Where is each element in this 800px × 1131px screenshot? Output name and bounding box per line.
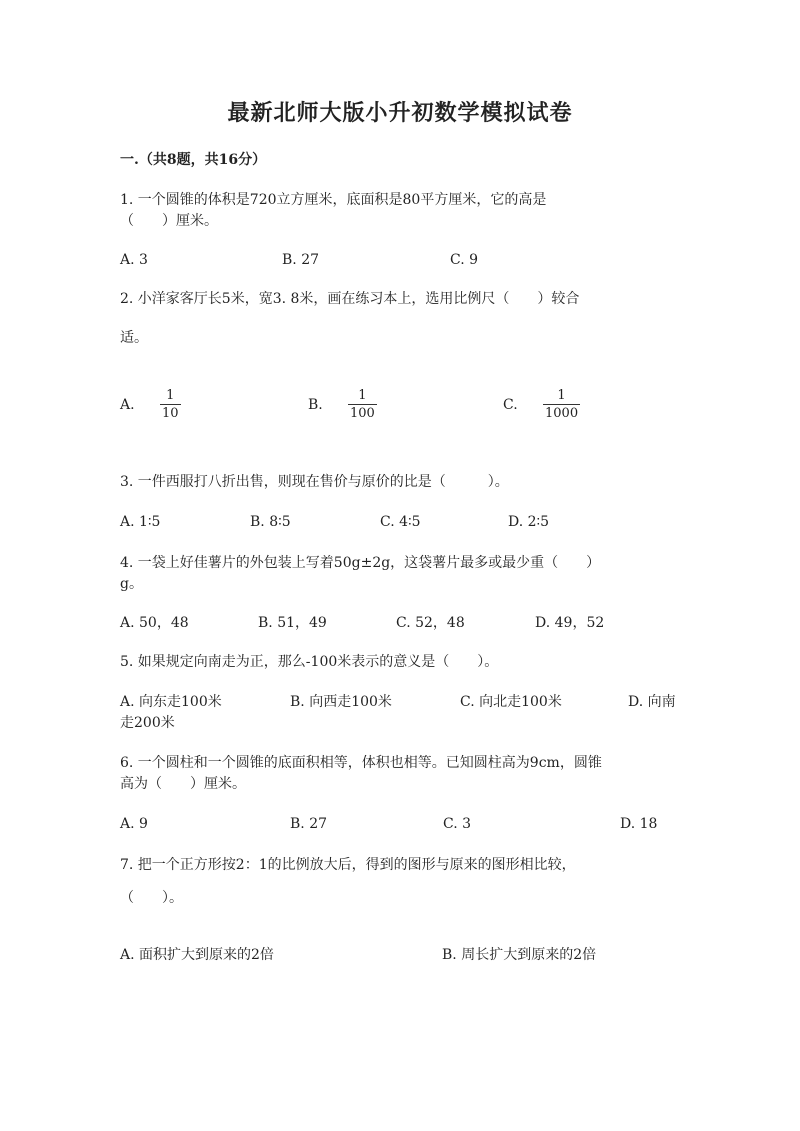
option-c: C. 52，48	[396, 615, 465, 631]
question-text: 5. 如果规定向南走为正，那么-100米表示的意义是（ ）。	[120, 654, 499, 670]
option-a: A. 50，48	[120, 615, 189, 631]
fraction-denominator: 1000	[545, 406, 579, 421]
option-c: C. 4∶5	[380, 514, 421, 530]
question-text: （ ）。	[120, 890, 183, 906]
option-b: B. 27	[282, 252, 320, 268]
option-b: B. 向西走100米	[290, 694, 392, 710]
question-text: 高为（ ）厘米。	[120, 776, 246, 792]
option-c: C. 向北走100米	[460, 694, 562, 710]
question-text: 7. 把一个正方形按2：1的比例放大后，得到的图形与原来的图形相比较，	[120, 857, 576, 873]
question-text: 1. 一个圆锥的体积是720立方厘米，底面积是80平方厘米，它的高是	[120, 192, 547, 208]
fraction-bar	[160, 404, 181, 405]
question-text: 4. 一袋上好佳薯片的外包装上写着50g±2g，这袋薯片最多或最少重（ ）	[120, 555, 601, 571]
fraction-denominator: 10	[162, 406, 179, 421]
option-d: D. 向南	[628, 694, 676, 710]
option-a: A. 向东走100米	[120, 694, 222, 710]
option-d: D. 18	[620, 816, 658, 832]
option-c: C. 9	[450, 252, 479, 268]
page-title: 最新北师大版小升初数学模拟试卷	[227, 100, 573, 126]
question-text: 2. 小洋家客厅长5米，宽3. 8米，画在练习本上，选用比例尺（ ）较合	[120, 291, 580, 307]
fraction-numerator: 1	[358, 388, 367, 403]
question-text: 3. 一件西服打八折出售，则现在售价与原价的比是（ ）。	[120, 474, 509, 490]
option-d: D. 2∶5	[508, 514, 550, 530]
option-b: B. 27	[290, 816, 328, 832]
option-a: A. 1∶5	[120, 514, 161, 530]
question-text: 6. 一个圆柱和一个圆锥的底面积相等，体积也相等。已知圆柱高为9cm，圆锥	[120, 755, 602, 771]
question-text: 适。	[120, 330, 148, 346]
fraction-bar	[543, 404, 580, 405]
fraction-numerator: 1	[557, 388, 566, 403]
option-c: C. 3	[443, 816, 472, 832]
option-a: A. 面积扩大到原来的2倍	[120, 947, 274, 963]
option-b-fraction	[348, 388, 377, 421]
option-b: B. 51，49	[258, 615, 327, 631]
option-c-label: C.	[503, 397, 518, 413]
option-b: B. 8∶5	[250, 514, 291, 530]
fraction-bar	[348, 404, 377, 405]
option-d-continued: 走200米	[120, 715, 175, 731]
question-text: g。	[120, 576, 143, 592]
option-c-fraction	[543, 388, 580, 421]
fraction-numerator: 1	[166, 388, 175, 403]
option-a-fraction	[160, 388, 181, 421]
option-d: D. 49，52	[535, 615, 605, 631]
option-a-label: A.	[120, 397, 135, 413]
option-a: A. 9	[120, 816, 148, 832]
option-a: A. 3	[120, 252, 148, 268]
option-b: B. 周长扩大到原来的2倍	[442, 947, 597, 963]
section-heading: 一.（共8题，共16分）	[120, 152, 267, 168]
fraction-denominator: 100	[350, 406, 375, 421]
option-b-label: B.	[308, 397, 323, 413]
question-text: （ ）厘米。	[120, 213, 218, 229]
